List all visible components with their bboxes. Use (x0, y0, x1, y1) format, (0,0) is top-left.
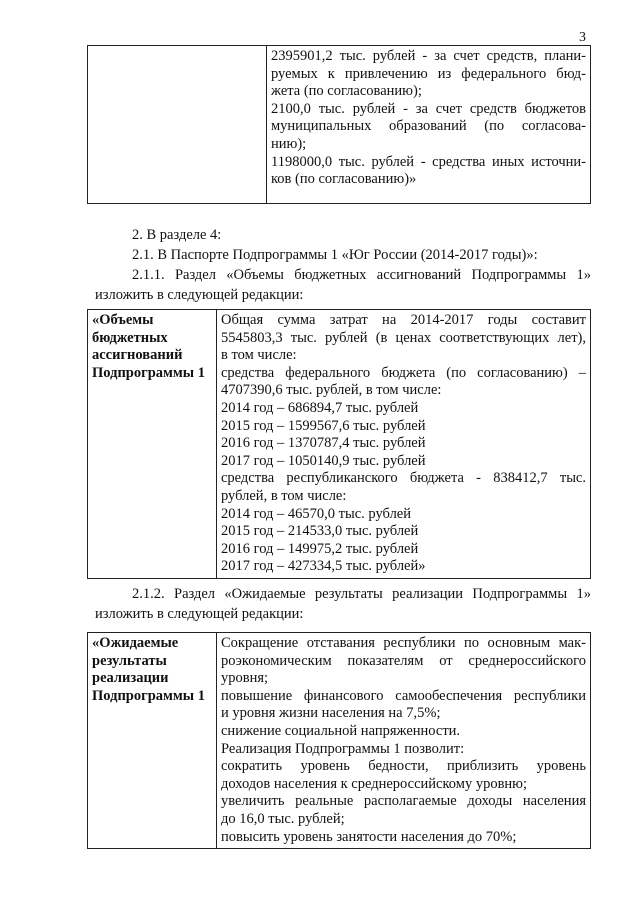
label-line: «Объемы (92, 312, 154, 328)
section-2-heading: 2. В разделе 4: (132, 227, 222, 243)
text-line: нию); (271, 135, 307, 152)
text-line: 2015 год – 214533,0 тыс. рублей (221, 523, 419, 540)
text-line: в том числе: (221, 347, 297, 364)
text-line: до 16,0 тыс. рублей; (221, 810, 345, 827)
text-line: повысить уровень занятости населения до 70%; (221, 828, 517, 845)
expected-results-table (87, 632, 591, 849)
text-line: 2017 год – 427334,5 тыс. рублей» (221, 558, 426, 575)
funding-continuation-cell (267, 46, 591, 204)
text-line: муниципальных образований (по согласова- (271, 118, 586, 135)
text-line: 2100,0 тыс. рублей - за счет средств бюджетов (271, 100, 586, 117)
label-line: реализации (92, 670, 169, 687)
text-line: жета (по согласованию); (271, 83, 422, 100)
blank-line (271, 189, 586, 201)
text-line: увеличить реальные располагаемые доходы населения (221, 793, 586, 810)
text-line: повышение финансового самообеспечения республики (221, 687, 586, 704)
label-line: бюджетных (92, 329, 168, 346)
text-line: Общая сумма затрат на 2014-2017 годы составит (221, 312, 586, 328)
label-line: результаты (92, 652, 167, 669)
text-line: 2395901,2 тыс. рублей - за счет средств, плани- (271, 48, 586, 64)
section-2-1-1-line1: 2.1.1. Раздел «Объемы бюджетных ассигнований Подпрограммы 1» (132, 267, 591, 283)
text-line: роэкономическим показателям от среднероссийского (221, 652, 586, 669)
funding-continuation-table (87, 45, 591, 204)
label-line: Подпрограммы 1 (92, 687, 205, 704)
text-line: 2014 год – 46570,0 тыс. рублей (221, 505, 412, 522)
text-line: 5545803,3 тыс. рублей (в ценах соответствующих лет), (221, 329, 586, 346)
text-line: сократить уровень бедности, приблизить уровень (221, 758, 586, 775)
section-2-1-2-line1: 2.1.2. Раздел «Ожидаемые результаты реализации Подпрограммы 1» (132, 586, 591, 602)
text-line: 2016 год – 1370787,4 тыс. рублей (221, 435, 426, 452)
text-line: 2017 год – 1050140,9 тыс. рублей (221, 452, 426, 469)
budget-allocations-table (87, 309, 591, 579)
empty-label-cell (88, 46, 267, 204)
text-line: средства федерального бюджета (по согласованию) – (221, 364, 586, 381)
text-line: рублей, в том числе: (221, 487, 347, 504)
expected-results-content-cell (217, 633, 591, 849)
text-line: Сокращение отставания республики по основным мак- (221, 635, 586, 651)
label-line: «Ожидаемые (92, 635, 179, 651)
section-2-1-2-line2: изложить в следующей редакции: (95, 606, 304, 622)
expected-results-label-cell (88, 633, 217, 849)
budget-allocations-content-cell (217, 310, 591, 579)
section-2-1-heading: 2.1. В Паспорте Подпрограммы 1 «Юг России (2014-2017 годы)»: (132, 247, 538, 263)
section-2-1-1-line2: изложить в следующей редакции: (95, 287, 304, 303)
budget-allocations-label-cell (88, 310, 217, 579)
label-line: Подпрограммы 1 (92, 364, 205, 381)
text-line: ков (по согласованию)» (271, 171, 417, 188)
text-line: руемых к привлечению из федерального бюд- (271, 65, 586, 82)
label-line: ассигнований (92, 347, 183, 364)
text-line: снижение социальной напряженности. (221, 722, 461, 739)
text-line: доходов населения к среднероссийскому уровню; (221, 775, 528, 792)
text-line: 2015 год – 1599567,6 тыс. рублей (221, 417, 426, 434)
text-line: 2014 год – 686894,7 тыс. рублей (221, 399, 419, 416)
text-line: 1198000,0 тыс. рублей - средства иных источни- (271, 153, 586, 170)
text-line: уровня; (221, 670, 269, 687)
text-line: 2016 год – 149975,2 тыс. рублей (221, 540, 419, 557)
text-line: и уровня жизни населения на 7,5%; (221, 705, 441, 722)
page-number: 3 (579, 30, 586, 45)
text-line: средства республиканского бюджета - 838412,7 тыс. (221, 470, 586, 487)
text-line: Реализация Подпрограммы 1 позволит: (221, 740, 465, 757)
text-line: 4707390,6 тыс. рублей, в том числе: (221, 382, 442, 399)
